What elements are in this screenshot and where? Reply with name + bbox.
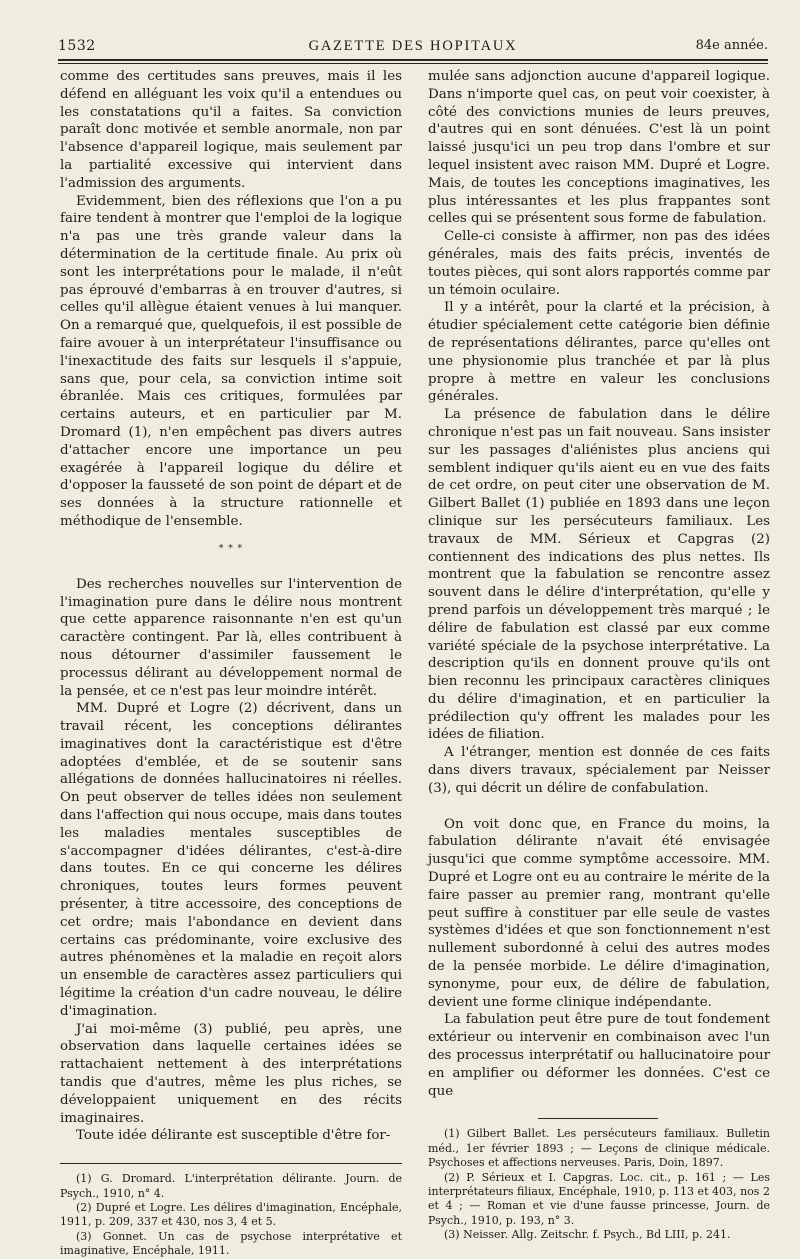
footnote: (2) Dupré et Logre. Les délires d'imagination, Encéphale, 1911, p. 209, 337 et 430, nos 3, 4 et 5. [60,1201,402,1229]
footnote: (1) G. Dromard. L'interprétation délirante. Journ. de Psych., 1910, n° 4. [60,1172,402,1200]
paragraph: Il y a intérêt, pour la clarté et la précision, à étudier spécialement cette catégorie bien définie de représentations délirantes, parce qu'elles ont une physionomie plus tranchée et par là plus propre à mettre en valeur les conclusions générales. [428,300,770,405]
right-column [428,68,770,1243]
footnote-rule [538,1118,658,1119]
paragraph: J'ai moi-même (3) publié, peu après, une observation dans laquelle certaines idées se rattachaient nettement à des interprétations tandis que d'autres, même les plus riches, se développaient uniquement en des récits imaginaires. [60,1021,402,1126]
journal-title: GAZETTE DES HOPITAUX [308,38,518,54]
paragraph: La fabulation peut être pure de tout fondement extérieur ou intervenir en combinaison avec l'un des processus interprétatif ou hallucinatoire pour en amplifier ou déformer les données. C'est ce que [428,1012,770,1099]
left-column [60,68,402,1259]
footnote-rule [60,1163,402,1164]
paragraph: Evidemment, bien des réflexions que l'on a pu faire tendent à montrer que l'emploi de la logique n'a pas une très grande valeur dans la détermination de la certitude finale. Au prix où sont les interprétations pour le malade, il n'eût pas éprouvé d'embarras à en trouver d'autres, si celles qu'il allègue étaient venues à lui manquer. On a remarqué que, quelquefois, il est possible de faire avouer à un interprétateur l'insuffisance ou l'inexactitude des faits sur lesquels il s'appuie, sans que, pour cela, sa conviction intime soit ébranlée. Mais ces critiques, formulées par certains auteurs, et en particulier par M. Dromard (1), n'en empêchent pas divers autres d'attacher encore une importance un peu exagérée à l'appareil logique du délire et d'opposer la fausseté de son point de départ et de ses données à la structure rationnelle et méthodique de l'ensemble. [60,193,402,529]
paragraph: comme des certitudes sans preuves, mais il les défend en alléguant les voix qu'il a entendues ou les constatations qu'il a faites. Sa conviction paraît donc motivée et semble anormale, non par l'absence d'appareil logique, mais seulement par la partialité excessive qui intervient dans l'admission des arguments. [60,69,402,191]
paragraph: Toute idée délirante est susceptible d'être for- [76,1128,391,1144]
paragraph: A l'étranger, mention est donnée de ces faits dans divers travaux, spécialement par Neisser (3), qui décrit un délire de confabulation. [428,745,770,796]
footnote: (1) Gilbert Ballet. Les persécuteurs familiaux. Bulletin méd., 1er février 1893 ; — Leçons de clinique médicale. Psychoses et affections nerveuses. Paris, Doin, 1897. [428,1127,770,1170]
paragraph-gap [428,798,770,816]
paragraph: On voit donc que, en France du moins, la fabulation délirante n'avait été envisagée jusqu'ici que comme symptôme accessoire. MM. Dupré et Logre ont eu au contraire le mérite de la faire passer au premier rang, montrant qu'elle peut suffire à constituer par elle seule de vastes systèmes d'idées et que son fonctionnement n'est nullement subordonné à celui des autres modes de la pensée morbide. Le délire d'imagination, synonyme, pour eux, de délire de fabulation, devient une forme clinique indépendante. [428,816,770,1010]
header-rule-thick [58,59,768,61]
footnote: (2) P. Sérieux et I. Capgras. Loc. cit., p. 161 ; — Les interprétateurs filiaux, Encéphale, 1910, p. 113 et 403, nos 2 et 4 ; — Roman et vie d'une fausse princesse, Journ. de Psych., 1910, p. 193, n° 3. [428,1170,770,1227]
paragraph: MM. Dupré et Logre (2) décrivent, dans un travail récent, les conceptions délirantes imaginatives dont la caractéristique est d'être adoptées d'emblée, et de se soutenir sans allégations de données hallucinatoires ni réelles. On peut observer de telles idées non seulement dans l'affection qui nous occupe, mais dans toutes les maladies mentales susceptibles de s'accompagner d'idées délirantes, c'est-à-dire dans toutes. En ce qui concerne les délires chroniques, toutes leurs formes peuvent présenter, à titre accessoire, des conceptions de cet ordre; mais l'abondance en devient dans certains cas prédominante, voire exclusive des autres phénomènes et la maladie en reçoit alors un ensemble de caractères assez particuliers qui légitime la création d'un cadre nouveau, le délire d'imagination. [60,701,402,1019]
paragraph: mulée sans adjonction aucune d'appareil logique. Dans n'importe quel cas, on peut voir coexister, à côté des convictions munies de leurs preuves, d'autres qui en sont dénuées. C'est là un point laissé jusqu'ici un peu trop dans l'ombre et sur lequel insistent avec raison MM. Dupré et Logre. Mais, de toutes les conceptions imaginatives, les plus intéressantes et les plus frappantes sont celles qui se présentent sous forme de fabulation. [428,69,770,227]
header-rule-thin [58,63,768,64]
paragraph: Des recherches nouvelles sur l'intervention de l'imagination pure dans le délire nous montrent que cette apparence raisonnante n'en est qu'un caractère contingent. Par là, elles contribuent à nous détourner d'assimiler faussement le processus délirant au développement normal de la pensée, et ce n'est pas leur moindre intérêt. [60,576,402,699]
section-separator: * * * [218,543,244,554]
paragraph: La présence de fabulation dans le délire chronique n'est pas un fait nouveau. Sans insister sur les passages d'aliénistes plus anciens qui semblent indiquer qu'ils aient eu en vue des faits de cet ordre, on peut citer une observation de M. Gilbert Ballet (1) publiée en 1893 dans une leçon clinique sur les persécuteurs familiaux. Les travaux de MM. Sérieux et Capgras (2) contiennent des indications des plus nettes. Ils montrent que la fabulation se rencontre assez souvent dans le délire d'interprétation, qu'elle y prend parfois un développement très marqué ; le délire de fabulation est classé par eux comme variété spéciale de la psychose interprétative. La description qu'ils en donnent prouve qu'ils ont bien reconnu les principaux caractères cliniques du délire d'imagination, et en particulier la prédilection qu'y offrent les malades pour les idées de filiation. [428,407,770,743]
journal-year: 84e année. [695,38,768,53]
page-number: 1532 [58,38,96,54]
paragraph: Celle-ci consiste à affirmer, non pas des idées générales, mais des faits précis, inventés de toutes pièces, qui sont alors rapportés comme par un témoin oculaire. [428,229,770,298]
footnote: (3) Neisser. Allg. Zeitschr. f. Psych., Bd LIII, p. 241. [444,1228,731,1242]
footnote: (3) Gonnet. Un cas de psychose interprétative et imaginative, Encéphale, 1911. [60,1229,402,1258]
